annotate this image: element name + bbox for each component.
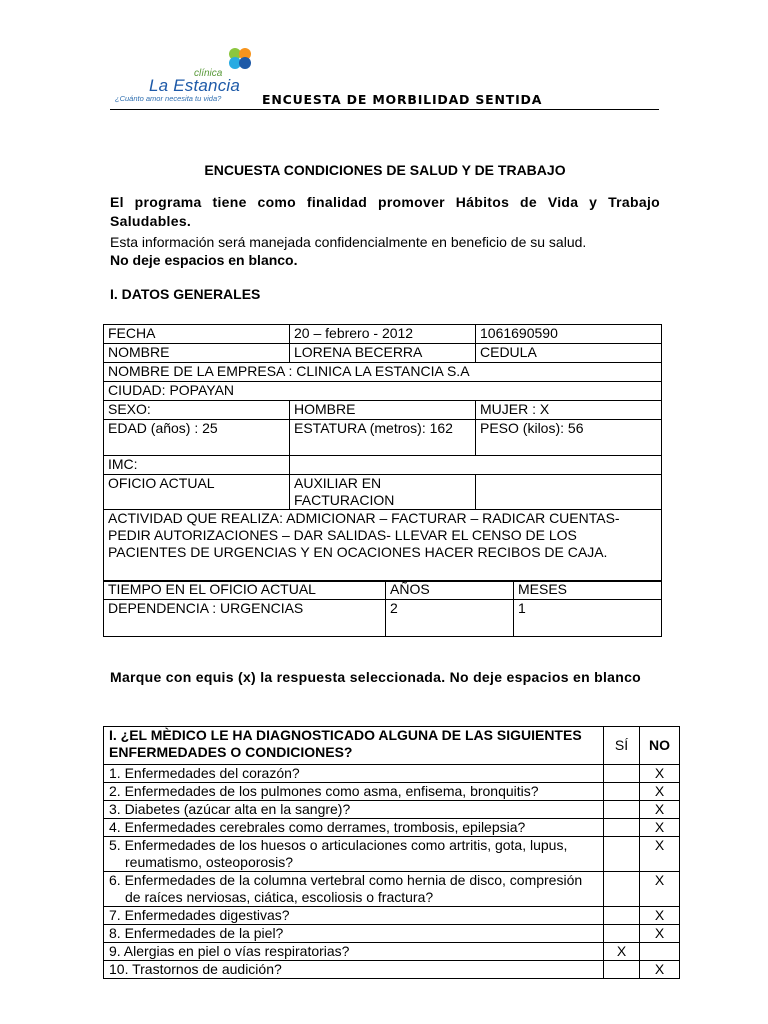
id-number: 1061690590: [476, 325, 662, 344]
intro-warning: No deje espacios en blanco.: [110, 252, 298, 268]
condition-1-si: [604, 765, 640, 783]
instruction-text: Marque con equis (x) la respuesta seleccionada. No deje espacios en blanco: [110, 669, 642, 685]
actividad-field: ACTIVIDAD QUE REALIZA: ADMICIONAR – FACTURAR – RADICAR CUENTAS- PEDIR AUTORIZACIONES – DAR SALIDAS- LLEVAR EL CENSO DE LOS PACIENTES DE URGENCIAS Y EN OCACIONES HACER RECIBOS DE CAJA.: [104, 510, 662, 582]
condition-10-no: X: [640, 961, 680, 979]
oficio-empty: [476, 475, 662, 510]
peso-field: PESO (kilos): 56: [476, 420, 662, 456]
anos-value: 2: [386, 600, 514, 637]
intro-confidentiality: Esta información será manejada confidencialmente en beneficio de su salud.: [110, 234, 587, 250]
condition-row-10: 10. Trastornos de audición?: [104, 961, 604, 979]
section-title: I. DATOS GENERALES: [110, 286, 261, 302]
sexo-mujer: MUJER : X: [476, 401, 662, 420]
condition-4-no: X: [640, 819, 680, 837]
dependencia-field: DEPENDENCIA : URGENCIAS: [104, 600, 386, 637]
condition-row-1: 1. Enfermedades del corazón?: [104, 765, 604, 783]
header-title: ENCUESTA DE MORBILIDAD SENTIDA: [262, 92, 543, 107]
condition-9-no: [640, 943, 680, 961]
condition-1-no: X: [640, 765, 680, 783]
document-title: ENCUESTA CONDICIONES DE SALUD Y DE TRABAJO: [204, 162, 566, 178]
si-header: SÍ: [604, 727, 640, 765]
no-header: NO: [640, 727, 680, 765]
meses-label: MESES: [514, 581, 662, 600]
nombre-value: LORENA BECERRA: [290, 344, 476, 363]
condition-2-no: X: [640, 783, 680, 801]
tiempo-label: TIEMPO EN EL OFICIO ACTUAL: [104, 581, 386, 600]
condition-row-2: 2. Enfermedades de los pulmones como asma, enfisema, bronquitis?: [104, 783, 604, 801]
edad-field: EDAD (años) : 25: [104, 420, 290, 456]
clinic-logo: [112, 46, 262, 108]
condition-6-no: X: [640, 872, 680, 907]
time-table: [103, 580, 662, 637]
condition-row-4: 4. Enfermedades cerebrales como derrames, trombosis, epilepsia?: [104, 819, 604, 837]
meses-value: 1: [514, 600, 662, 637]
condition-8-si: [604, 925, 640, 943]
intro-purpose: El programa tiene como finalidad promover Hábitos de Vida y Trabajo Saludables.: [110, 194, 660, 229]
condition-3-si: [604, 801, 640, 819]
condition-row-9: 9. Alergias en piel o vías respiratorias?: [104, 943, 604, 961]
general-data-table: [103, 324, 662, 582]
condition-7-no: X: [640, 907, 680, 925]
estatura-field: ESTATURA (metros): 162: [290, 420, 476, 456]
condition-10-si: [604, 961, 640, 979]
condition-row-8: 8. Enfermedades de la piel?: [104, 925, 604, 943]
logo-small-text: clínica: [194, 68, 223, 79]
logo-brand-text: La Estancia: [149, 76, 241, 95]
oficio-value: AUXILIAR EN FACTURACION: [290, 475, 476, 510]
condition-7-si: [604, 907, 640, 925]
sexo-hombre: HOMBRE: [290, 401, 476, 420]
condition-4-si: [604, 819, 640, 837]
logo-slogan: ¿Cuánto amor necesita tu vida?: [115, 94, 222, 103]
anos-label: AÑOS: [386, 581, 514, 600]
oficio-label: OFICIO ACTUAL: [104, 475, 290, 510]
conditions-table: [103, 726, 680, 979]
condition-9-si: X: [604, 943, 640, 961]
imc-value: [290, 456, 662, 475]
cedula-label: CEDULA: [476, 344, 662, 363]
fecha-value: 20 – febrero - 2012: [290, 325, 476, 344]
condition-3-no: X: [640, 801, 680, 819]
condition-row-5: 5. Enfermedades de los huesos o articulaciones como artritis, gota, lupus, reumatismo, osteoporosis?: [104, 837, 604, 872]
condition-5-no: X: [640, 837, 680, 872]
condition-row-7: 7. Enfermedades digestivas?: [104, 907, 604, 925]
nombre-label: NOMBRE: [104, 344, 290, 363]
imc-field: IMC:: [104, 456, 290, 475]
empresa-field: NOMBRE DE LA EMPRESA : CLINICA LA ESTANCIA S.A: [104, 363, 662, 382]
condition-row-6: 6. Enfermedades de la columna vertebral como hernia de disco, compresión de raíces nerviosas, ciática, escoliosis o fractura?: [104, 872, 604, 907]
condition-6-si: [604, 872, 640, 907]
condition-row-3: 3. Diabetes (azúcar alta en la sangre)?: [104, 801, 604, 819]
condition-8-no: X: [640, 925, 680, 943]
header-rule: [110, 109, 659, 110]
fecha-label: FECHA: [104, 325, 290, 344]
logo-flower-icon: [226, 46, 254, 72]
condition-5-si: [604, 837, 640, 872]
condition-2-si: [604, 783, 640, 801]
ciudad-field: CIUDAD: POPAYAN: [104, 382, 662, 401]
conditions-header: I. ¿EL MÈDICO LE HA DIAGNOSTICADO ALGUNA DE LAS SIGUIENTES ENFERMEDADES O CONDICIONES?: [104, 727, 604, 765]
sexo-label: SEXO:: [104, 401, 290, 420]
